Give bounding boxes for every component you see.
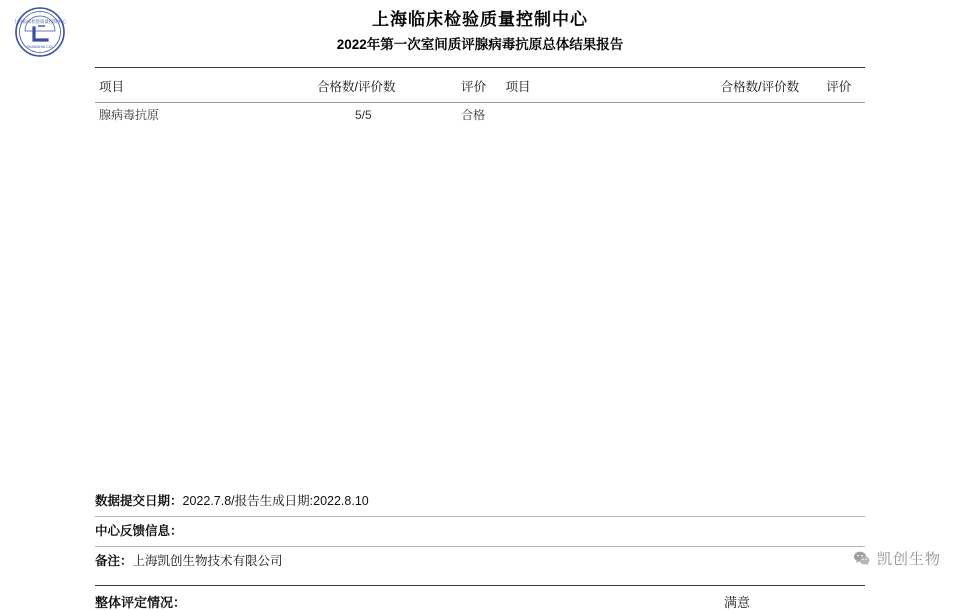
column-header-item: 项目 [95, 72, 317, 103]
overall-evaluation-label: 整体评定情况： [95, 595, 187, 610]
overall-evaluation-value: 满意 [723, 595, 750, 610]
column-header-eval: 评价 [461, 72, 505, 103]
remark-label: 备注： [95, 554, 133, 568]
remark-value: 上海凯创生物技术有限公司 [132, 554, 283, 568]
column-header-eval-2: 评价 [826, 72, 865, 103]
cell-count-2 [721, 103, 827, 128]
wechat-icon [853, 550, 870, 567]
results-table-wrapper [95, 72, 865, 127]
column-header-item-2: 项目 [505, 72, 720, 103]
cell-count: 5/5 [355, 107, 372, 122]
svg-text:SHANGHAI CCL: SHANGHAI CCL [26, 45, 54, 49]
submission-date-label: 数据提交日期： [95, 494, 183, 508]
overall-evaluation-row [95, 585, 865, 611]
watermark-text: 凯创生物 [876, 552, 941, 568]
center-feedback-line [95, 517, 865, 547]
cell-eval-2 [826, 103, 865, 128]
submission-date-value: 2022.7.8/报告生成日期:2022.8.10 [182, 494, 369, 508]
quality-control-center-seal-logo [14, 6, 66, 58]
remark-line [95, 547, 865, 576]
cell-item: 腺病毒抗原 [99, 108, 160, 122]
page-subtitle: 2022年第一次室间质评腺病毒抗原总体结果报告 [336, 37, 624, 52]
submission-date-line [95, 487, 865, 517]
cell-eval: 合格 [461, 108, 486, 122]
page-title: 上海临床检验质量控制中心 [372, 10, 588, 29]
watermark [853, 548, 941, 569]
column-header-count: 合格数/评价数 [317, 72, 461, 103]
results-table [95, 72, 865, 127]
cell-item-2 [505, 103, 720, 128]
report-footer [95, 487, 865, 576]
svg-text:上海临床检验质量控制中心: 上海临床检验质量控制中心 [14, 19, 66, 24]
center-feedback-label: 中心反馈信息： [95, 524, 183, 538]
table-row [95, 103, 865, 128]
header-divider [95, 67, 865, 68]
column-header-count-2: 合格数/评价数 [721, 72, 827, 103]
table-header-row [95, 72, 865, 103]
report-header [95, 4, 865, 64]
